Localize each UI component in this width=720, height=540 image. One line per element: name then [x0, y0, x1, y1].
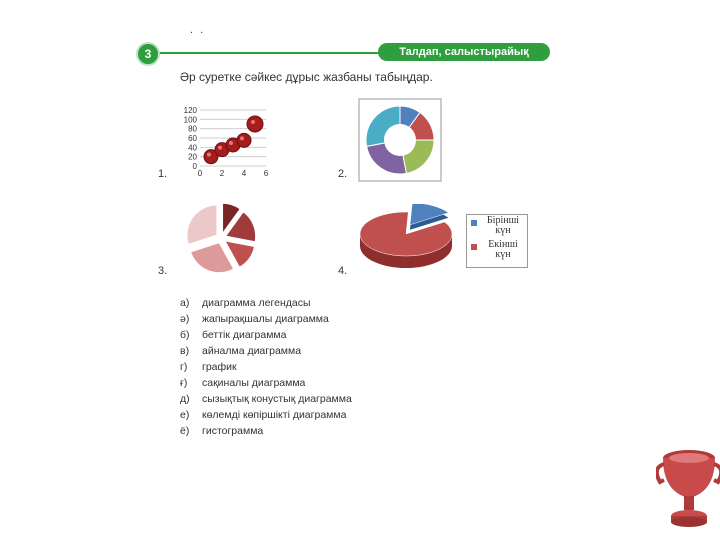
answer-text: сақиналы диаграмма: [202, 377, 306, 389]
figure-2-number: 2.: [338, 168, 348, 180]
answer-key: г): [180, 361, 188, 373]
y-tick-label: 60: [188, 134, 197, 143]
answer-item: [180, 327, 352, 343]
x-tick-label: 2: [219, 169, 225, 178]
answer-item: [180, 359, 352, 375]
answer-item: [180, 423, 352, 439]
y-tick-label: 0: [192, 162, 197, 171]
header-dots: . .: [190, 24, 206, 36]
figure-3-chart: [176, 198, 266, 278]
pie-slice: [187, 205, 217, 244]
answer-text: айналма диаграмма: [202, 345, 302, 357]
answer-item: [180, 407, 352, 423]
x-tick-label: 0: [197, 169, 203, 178]
legend-item-2: [467, 239, 527, 263]
answer-list: [180, 295, 352, 439]
answer-item: [180, 295, 352, 311]
answer-item: [180, 343, 352, 359]
figure-3-number: 3.: [158, 265, 168, 277]
answer-key: а): [180, 297, 190, 309]
answer-text: жапырақшалы диаграмма: [202, 313, 329, 325]
answer-key: б): [180, 329, 190, 341]
y-tick-label: 100: [183, 115, 197, 125]
trophy-icon: [656, 446, 720, 532]
x-tick-label: 6: [263, 169, 269, 178]
legend-label-2: Екінші күн: [488, 239, 518, 260]
answer-item: [180, 391, 352, 407]
legend-label-1: Бірінші күн: [486, 215, 520, 236]
bubble-point: [247, 116, 263, 132]
answer-text: сызықтық конустық диаграмма: [202, 393, 352, 405]
answer-text: көлемді көпіршікті диаграмма: [202, 409, 347, 421]
answer-text: беттік диаграмма: [202, 329, 287, 341]
legend-swatch-1: [471, 220, 477, 226]
answer-item: [180, 375, 352, 391]
section-number-badge: 3: [136, 42, 160, 66]
answer-key: д): [180, 393, 190, 405]
bubble-point: [237, 133, 251, 147]
instruction-text: Әр суретке сәйкес дұрыс жазбаны табыңдар.: [180, 70, 433, 84]
legend-item-1: [467, 215, 527, 239]
y-tick-label: 40: [188, 143, 197, 153]
bubble-highlight: [229, 141, 233, 145]
bubble-highlight: [218, 146, 222, 150]
figure-4-number: 4.: [338, 265, 348, 277]
donut-hole: [384, 124, 416, 156]
y-tick-label: 20: [188, 152, 197, 162]
bubble-highlight: [207, 153, 211, 157]
answer-key: е): [180, 409, 190, 421]
section-title: Талдап, салыстырайық: [378, 43, 550, 61]
figure-1-number: 1.: [158, 168, 168, 180]
answer-key: ғ): [180, 377, 188, 389]
figure-4-legend: [466, 214, 528, 268]
y-tick-label: 120: [183, 106, 197, 115]
y-tick-label: 80: [188, 124, 197, 134]
figure-4-chart: [354, 204, 466, 278]
x-tick-label: 4: [241, 169, 247, 178]
figure-2-chart: [358, 98, 442, 182]
answer-text: график: [202, 361, 237, 373]
answer-key: ё): [180, 425, 190, 437]
figure-1-chart: [174, 100, 284, 182]
bubble-highlight: [240, 136, 244, 140]
answer-key: ә): [180, 313, 190, 325]
answer-text: гистограмма: [202, 425, 264, 437]
answer-item: [180, 311, 352, 327]
answer-key: в): [180, 345, 190, 357]
answer-text: диаграмма легендасы: [202, 297, 311, 309]
pie-slice: [191, 243, 234, 273]
bubble-highlight: [251, 120, 255, 124]
legend-swatch-2: [471, 244, 477, 250]
